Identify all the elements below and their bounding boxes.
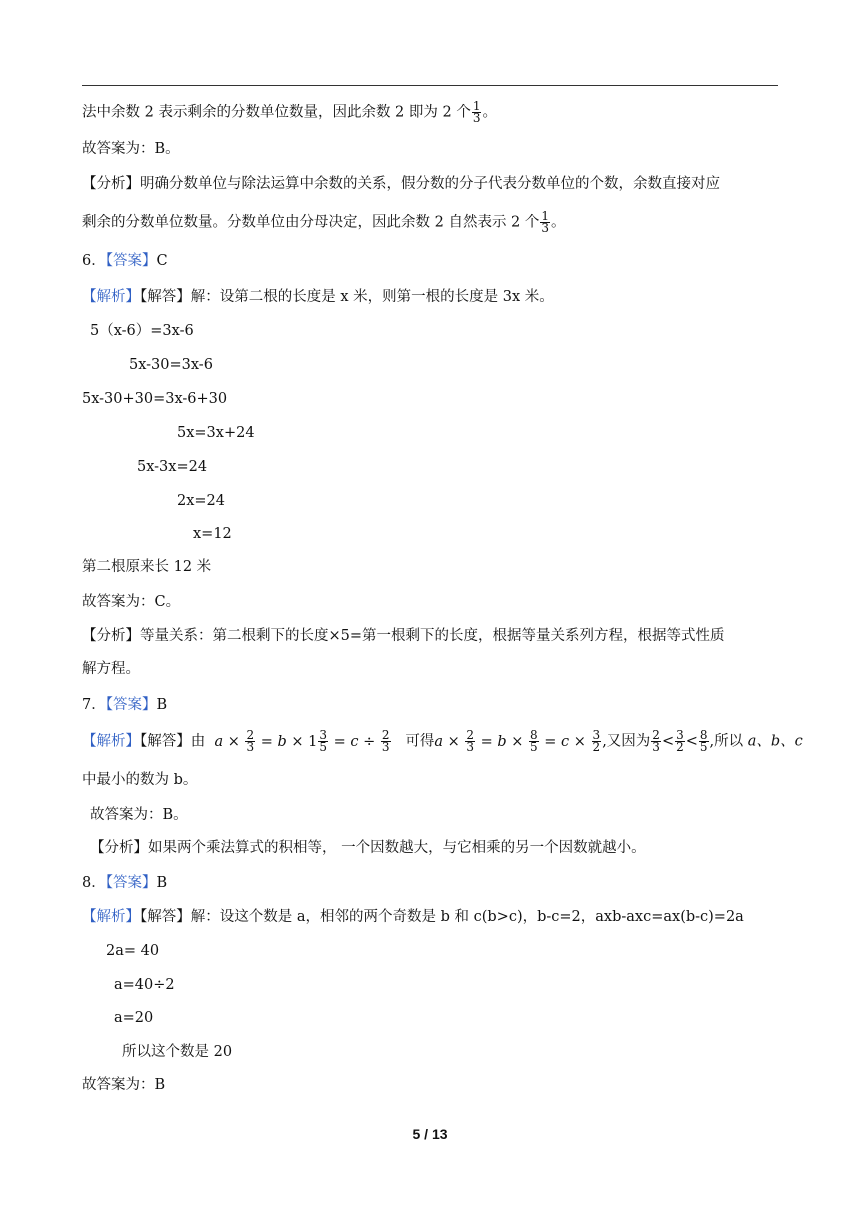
q7-answer-line: 7．【答案】B <box>82 697 168 713</box>
q6-solution-line: 【解析】【解答】解：设第二根的长度是 x 米，则第一根的长度是 3x 米。 <box>82 289 554 305</box>
q8-answer-line: 8．【答案】B <box>82 875 168 891</box>
text-line: 中最小的数为 b。 <box>82 772 198 788</box>
equation-step: a=20 <box>114 1010 154 1026</box>
text-line: 所以这个数是 20 <box>122 1044 233 1060</box>
equation-step: 2x=24 <box>177 493 226 509</box>
text-line: 解方程。 <box>82 661 140 677</box>
header-rule <box>82 85 778 86</box>
equation-step: x=12 <box>193 526 232 542</box>
equation-step: 2a= 40 <box>106 943 160 959</box>
text-line: 【分析】如果两个乘法算式的积相等， 一个因数越大，与它相乘的另一个因数就越小。 <box>90 840 646 856</box>
text-line: 故答案为：B。 <box>90 807 188 823</box>
equation-step: a=40÷2 <box>114 977 175 993</box>
text-line: 故答案为：C。 <box>82 594 181 610</box>
text-line: 剩余的分数单位数量。分数单位由分母决定，因此余数 2 自然表示 2 个 $\frac{1}{3}$ 。 <box>82 209 566 235</box>
q8-solution-line: 【解析】【解答】解：设这个数是 a，相邻的两个奇数是 b 和 c(b>c)，b-c=2，axb-axc=ax(b-c)=2a <box>82 909 744 925</box>
equation-step: 5x-30=3x-6 <box>129 357 213 373</box>
equation-step: 5（x-6）=3x-6 <box>90 323 194 339</box>
equation-step: 5x-30+30=3x-6+30 <box>82 391 228 407</box>
text-line: 第二根原来长 12 米 <box>82 559 212 575</box>
fraction: $\frac{1}{3}$ <box>472 99 481 125</box>
q7-solution-line: 【解析】【解答】由 a × $\frac{2}{3}$ = b × 1 $\frac{3}{5}$ = c ÷ $\frac{2}{3}$ 可得a × $\frac{2}{3}$ = b × $\frac{8}{5}$ = c × $\frac{3}{2}$ ,又因为 $\frac{2}{3}$ < $\frac{3}{2}$ < $\frac{8}{5}$ ,所以 a、b、c <box>82 728 803 754</box>
text-line: 法中余数 2 表示剩余的分数单位数量，因此余数 2 即为 2 个 $\frac{1}{3}$ 。 <box>82 99 497 125</box>
q6-answer-line: 6．【答案】C <box>82 253 168 269</box>
text-line: 故答案为：B。 <box>82 141 180 157</box>
equation-step: 5x-3x=24 <box>137 459 208 475</box>
fraction: $\frac{1}{3}$ <box>541 209 550 235</box>
text-line: 【分析】明确分数单位与除法运算中余数的关系，假分数的分子代表分数单位的个数，余数直接对应 <box>82 176 720 192</box>
equation-step: 5x=3x+24 <box>177 425 255 441</box>
text-line: 故答案为：B <box>82 1077 166 1093</box>
text-line: 【分析】等量关系：第二根剩下的长度×5=第一根剩下的长度，根据等量关系列方程，根据等式性质 <box>82 628 725 644</box>
math-expression: a × $\frac{2}{3}$ = b × 1 $\frac{3}{5}$ = c ÷ $\frac{2}{3}$ <box>209 728 390 754</box>
page-number: 5 / 13 <box>412 1126 448 1142</box>
